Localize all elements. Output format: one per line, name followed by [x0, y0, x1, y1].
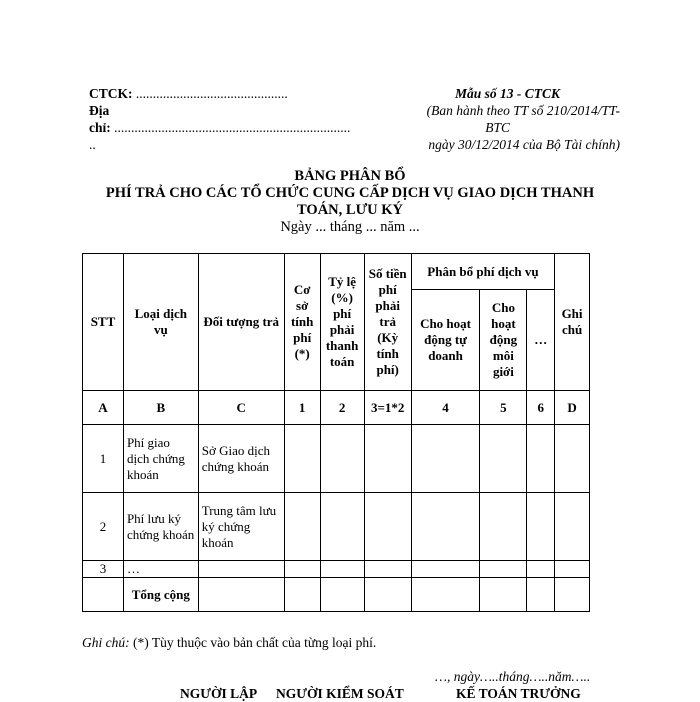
header-row-1 [83, 254, 590, 290]
empty-cell [480, 425, 527, 493]
signature-controller: NGƯỜI KIỂM SOÁT [276, 686, 404, 701]
table-row [83, 493, 590, 561]
header-fee-basis: Cơ sở tính phí (*) [284, 254, 320, 391]
footnote-text: (*) Tùy thuộc vào bản chất của từng loại phí. [129, 635, 377, 650]
letter-cell: 2 [320, 391, 364, 425]
empty-cell [411, 493, 480, 561]
empty-cell [527, 561, 555, 578]
letter-cell: 5 [480, 391, 527, 425]
signature-preparer: NGƯỜI LẬP [180, 686, 258, 701]
form-info [380, 85, 620, 153]
letter-cell: 3=1*2 [364, 391, 411, 425]
empty-cell [364, 578, 411, 612]
header-fee-rate: Tỷ lệ (%) phí phải thanh toán [320, 254, 364, 391]
empty-cell [284, 578, 320, 612]
empty-cell [320, 493, 364, 561]
document-title [60, 168, 640, 236]
empty-cell [555, 425, 590, 493]
empty-cell [480, 561, 527, 578]
empty-cell [320, 425, 364, 493]
empty-cell [284, 493, 320, 561]
empty-cell [320, 561, 364, 578]
header-allocation-group: Phân bổ phí dịch vụ [411, 254, 554, 290]
letter-cell: D [555, 391, 590, 425]
title-line-2: PHÍ TRẢ CHO CÁC TỔ CHỨC CUNG CẤP DỊCH VỤ GIAO DỊCH THANH [105, 185, 595, 201]
empty-cell [364, 425, 411, 493]
empty-cell [320, 578, 364, 612]
row-payee [198, 561, 284, 578]
table-row [83, 561, 590, 578]
letter-cell: B [123, 391, 198, 425]
row-stt: 1 [83, 425, 124, 493]
empty-cell [411, 425, 480, 493]
empty-cell [83, 578, 124, 612]
org-dots: ............................................. [132, 86, 288, 101]
form-issued-2: BTC [485, 120, 510, 135]
empty-cell [555, 493, 590, 561]
form-number: Mẫu số 13 - CTCK [454, 86, 560, 101]
row-service: Phí giao dịch chứng khoán [123, 425, 198, 493]
row-service: … [123, 561, 198, 578]
letter-row [83, 391, 590, 425]
total-label: Tổng cộng [123, 578, 198, 612]
address-line [89, 119, 389, 136]
row-payee: Sở Giao dịch chứng khoán [198, 425, 284, 493]
signature-chief-accountant: KẾ TOÁN TRƯỞNG [456, 686, 581, 701]
letter-cell: 6 [527, 391, 555, 425]
letter-cell: C [198, 391, 284, 425]
header-note: Ghi chú [555, 254, 590, 391]
empty-cell [480, 578, 527, 612]
row-payee: Trung tâm lưu ký chứng khoán [198, 493, 284, 561]
footnote-label: Ghi chú: [82, 635, 130, 650]
empty-cell [527, 578, 555, 612]
letter-cell: 1 [284, 391, 320, 425]
form-issued-1: (Ban hành theo TT số 210/2014/TT- [426, 103, 620, 118]
title-line-1: BẢNG PHÂN BỔ [294, 168, 406, 184]
header-alloc-proprietary: Cho hoạt động tự doanh [411, 290, 480, 391]
letter-cell: 4 [411, 391, 480, 425]
total-row [83, 578, 590, 612]
header-payee: Đối tượng trả [198, 254, 284, 391]
empty-cell [555, 561, 590, 578]
row-service: Phí lưu ký chứng khoán [123, 493, 198, 561]
address-dots: ...................................................................... [110, 120, 351, 135]
row-stt: 2 [83, 493, 124, 561]
address-dots-end: .. [89, 137, 96, 152]
org-block [89, 85, 389, 153]
letter-cell: A [83, 391, 124, 425]
empty-cell [480, 493, 527, 561]
address-label-2: chỉ: [89, 120, 111, 135]
table-row [83, 425, 590, 493]
form-issued-3: ngày 30/12/2014 của Bộ Tài chính) [428, 137, 620, 152]
empty-cell [364, 561, 411, 578]
org-line [89, 85, 389, 102]
empty-cell [198, 578, 284, 612]
header-service-type: Loại dịch vụ [123, 254, 198, 391]
empty-cell [527, 425, 555, 493]
header-stt: STT [83, 254, 124, 391]
header-alloc-brokerage: Cho hoạt động môi giới [480, 290, 527, 391]
empty-cell [555, 578, 590, 612]
empty-cell [411, 578, 480, 612]
empty-cell [364, 493, 411, 561]
header-fee-amount: Số tiền phí phải trả (Kỳ tính phí) [364, 254, 411, 391]
address-label-1: Địa [89, 103, 110, 118]
org-label: CTCK: [89, 86, 133, 101]
header-alloc-other: … [527, 290, 555, 391]
empty-cell [411, 561, 480, 578]
title-date-line: Ngày ... tháng ... năm ... [280, 219, 420, 235]
empty-cell [284, 561, 320, 578]
signature-date-line: …, ngày…..tháng…..năm….. [435, 669, 591, 684]
row-stt: 3 [83, 561, 124, 578]
empty-cell [284, 425, 320, 493]
title-line-3: TOÁN, LƯU KÝ [297, 202, 403, 218]
footnote [82, 635, 376, 651]
fee-allocation-table [82, 253, 590, 612]
empty-cell [527, 493, 555, 561]
